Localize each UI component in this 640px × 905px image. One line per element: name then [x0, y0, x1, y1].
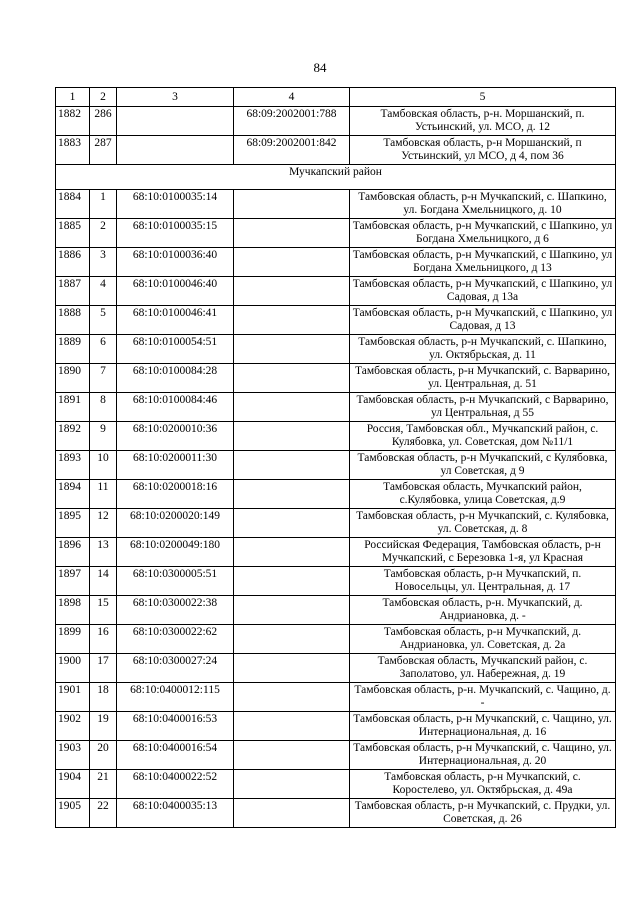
cell-cadastral-number: 68:10:0100035:14 — [117, 190, 234, 219]
cell-cadastral-number: 68:10:0200018:16 — [117, 480, 234, 509]
cell-cadastral-number-alt — [234, 712, 350, 741]
cell-address: Тамбовская область, р-н Мучкапский, с. Варварино, ул. Центральная, д. 51 — [350, 364, 616, 393]
cell-cadastral-number-alt — [234, 219, 350, 248]
cell-index: 11 — [90, 480, 117, 509]
cell-index: 286 — [90, 107, 117, 136]
cell-cadastral-number: 68:10:0300005:51 — [117, 567, 234, 596]
cell-cadastral-number-alt — [234, 335, 350, 364]
column-header-4: 4 — [234, 88, 350, 107]
table-header — [56, 88, 616, 107]
column-header-5: 5 — [350, 88, 616, 107]
table-row — [56, 770, 616, 799]
cell-index: 10 — [90, 451, 117, 480]
cell-address: Тамбовская область, Мучкапский район, с.Кулябовка, улица Советская, д.9 — [350, 480, 616, 509]
cell-cadastral-number: 68:10:0300027:24 — [117, 654, 234, 683]
cell-cadastral-number: 68:10:0400022:52 — [117, 770, 234, 799]
cell-index: 17 — [90, 654, 117, 683]
cell-cadastral-number-alt — [234, 596, 350, 625]
cell-address: Тамбовская область, р-н Мучкапский, д. Андриановка, ул. Советская, д. 2а — [350, 625, 616, 654]
cell-cadastral-number-alt — [234, 248, 350, 277]
cell-cadastral-number-alt — [234, 683, 350, 712]
cell-record-number: 1900 — [56, 654, 90, 683]
cell-cadastral-number: 68:10:0300022:62 — [117, 625, 234, 654]
cell-record-number: 1888 — [56, 306, 90, 335]
cell-cadastral-number-alt — [234, 306, 350, 335]
table-row — [56, 136, 616, 165]
cell-record-number: 1904 — [56, 770, 90, 799]
cell-cadastral-number-alt — [234, 509, 350, 538]
cell-record-number: 1897 — [56, 567, 90, 596]
table-row — [56, 567, 616, 596]
cell-cadastral-number-alt — [234, 654, 350, 683]
cell-address: Тамбовская область, р-н. Мучкапский, д. Андриановка, д. - — [350, 596, 616, 625]
cell-index: 2 — [90, 219, 117, 248]
cell-record-number: 1902 — [56, 712, 90, 741]
cell-index: 9 — [90, 422, 117, 451]
cell-address: Тамбовская область, р-н Мучкапский, с Шапкино, ул Садовая, д 13а — [350, 277, 616, 306]
cell-address: Тамбовская область, р-н Мучкапский, с. Шапкино, ул. Богдана Хмельницкого, д. 10 — [350, 190, 616, 219]
cell-address: Тамбовская область, р-н Мучкапский, с Шапкино, ул Богдана Хмельницкого, д 13 — [350, 248, 616, 277]
cell-cadastral-number — [117, 136, 234, 165]
cell-cadastral-number: 68:10:0100084:28 — [117, 364, 234, 393]
cell-index: 1 — [90, 190, 117, 219]
cell-address: Тамбовская область, р-н Мучкапский, с. Кулябовка, ул. Советская, д. 8 — [350, 509, 616, 538]
table-row — [56, 306, 616, 335]
cell-index: 3 — [90, 248, 117, 277]
cell-index: 18 — [90, 683, 117, 712]
column-header-3: 3 — [117, 88, 234, 107]
table-row — [56, 451, 616, 480]
cell-cadastral-number: 68:10:0200011:30 — [117, 451, 234, 480]
cell-address: Российская Федерация, Тамбовская область, р-н Мучкапский, с Березовка 1-я, ул Красная — [350, 538, 616, 567]
cell-cadastral-number: 68:10:0100046:40 — [117, 277, 234, 306]
table-row — [56, 509, 616, 538]
cell-record-number: 1883 — [56, 136, 90, 165]
cell-address: Тамбовская область, р-н Мучкапский, с Шапкино, ул Садовая, д 13 — [350, 306, 616, 335]
cell-record-number: 1882 — [56, 107, 90, 136]
cell-address: Тамбовская область, Мучкапский район, с. Заполатово, ул. Набережная, д. 19 — [350, 654, 616, 683]
cell-cadastral-number: 68:10:0100035:15 — [117, 219, 234, 248]
cell-record-number: 1898 — [56, 596, 90, 625]
cell-record-number: 1891 — [56, 393, 90, 422]
cell-cadastral-number-alt — [234, 480, 350, 509]
cell-cadastral-number: 68:10:0100054:51 — [117, 335, 234, 364]
cell-address: Тамбовская область, р-н. Моршанский, п. Устьинский, ул. МСО, д. 12 — [350, 107, 616, 136]
table-row — [56, 248, 616, 277]
cell-record-number: 1896 — [56, 538, 90, 567]
cell-record-number: 1893 — [56, 451, 90, 480]
cell-cadastral-number — [117, 107, 234, 136]
cell-cadastral-number-alt — [234, 422, 350, 451]
table-row — [56, 683, 616, 712]
cell-address: Россия, Тамбовская обл., Мучкапский район, с. Кулябовка, ул. Советская, дом №11/1 — [350, 422, 616, 451]
cell-record-number: 1890 — [56, 364, 90, 393]
cell-record-number: 1892 — [56, 422, 90, 451]
cell-address: Тамбовская область, р-н Мучкапский, с. Чащино, ул. Интернациональная, д. 16 — [350, 712, 616, 741]
cell-address: Тамбовская область, р-н Мучкапский, с. Шапкино, ул. Октябрьская, д. 11 — [350, 335, 616, 364]
cell-cadastral-number-alt — [234, 451, 350, 480]
cell-index: 13 — [90, 538, 117, 567]
cell-cadastral-number-alt — [234, 625, 350, 654]
cell-index: 14 — [90, 567, 117, 596]
table-row — [56, 393, 616, 422]
cell-index: 287 — [90, 136, 117, 165]
cell-cadastral-number: 68:10:0200010:36 — [117, 422, 234, 451]
cell-cadastral-number: 68:10:0300022:38 — [117, 596, 234, 625]
cell-index: 22 — [90, 799, 117, 828]
cell-index: 20 — [90, 741, 117, 770]
cell-cadastral-number-alt — [234, 799, 350, 828]
cell-cadastral-number: 68:10:0200049:180 — [117, 538, 234, 567]
table-row — [56, 335, 616, 364]
table-row — [56, 538, 616, 567]
cell-address: Тамбовская область, р-н Мучкапский, п. Новосельцы, ул. Центральная, д. 17 — [350, 567, 616, 596]
table-row — [56, 277, 616, 306]
table-row — [56, 480, 616, 509]
cell-index: 19 — [90, 712, 117, 741]
table-row — [56, 712, 616, 741]
table-row — [56, 654, 616, 683]
cell-cadastral-number-alt — [234, 277, 350, 306]
cell-address: Тамбовская область, р-н Мучкапский, с. Чащино, ул. Интернациональная, д. 20 — [350, 741, 616, 770]
cell-cadastral-number: 68:10:0400016:53 — [117, 712, 234, 741]
cell-record-number: 1905 — [56, 799, 90, 828]
cell-address: Тамбовская область, р-н Мучкапский, с Шапкино, ул Богдана Хмельницкого, д 6 — [350, 219, 616, 248]
cell-address: Тамбовская область, р-н Мучкапский, с. Прудки, ул. Советская, д. 26 — [350, 799, 616, 828]
table-row — [56, 364, 616, 393]
cell-index: 15 — [90, 596, 117, 625]
page-number: 84 — [313, 60, 327, 75]
cell-cadastral-number: 68:10:0400035:13 — [117, 799, 234, 828]
cell-cadastral-number: 68:10:0100036:40 — [117, 248, 234, 277]
cell-index: 4 — [90, 277, 117, 306]
section-row-group — [56, 165, 616, 190]
cell-cadastral-number-alt — [234, 538, 350, 567]
cell-record-number: 1895 — [56, 509, 90, 538]
table-row — [56, 190, 616, 219]
cell-record-number: 1887 — [56, 277, 90, 306]
table-row — [56, 107, 616, 136]
cell-cadastral-number-alt — [234, 567, 350, 596]
cell-cadastral-number: 68:10:0400016:54 — [117, 741, 234, 770]
table-row — [56, 741, 616, 770]
table-body-muchkapsky — [56, 190, 616, 828]
cell-address: Тамбовская область, р-н Мучкапский, с Варварино, ул Центральная, д 55 — [350, 393, 616, 422]
table-body-moršansky — [56, 107, 616, 165]
cell-cadastral-number-alt — [234, 770, 350, 799]
cell-cadastral-number-alt: 68:09:2002001:788 — [234, 107, 350, 136]
cell-cadastral-number: 68:10:0200020:149 — [117, 509, 234, 538]
cell-record-number: 1903 — [56, 741, 90, 770]
table-row — [56, 625, 616, 654]
table-row — [56, 219, 616, 248]
section-title: Мучкапский район — [56, 165, 616, 190]
cell-record-number: 1894 — [56, 480, 90, 509]
cell-record-number: 1889 — [56, 335, 90, 364]
cell-address: Тамбовская область, р-н. Мучкапский, с. Чащино, д. - — [350, 683, 616, 712]
table-row — [56, 596, 616, 625]
cell-index: 7 — [90, 364, 117, 393]
cell-cadastral-number-alt — [234, 393, 350, 422]
cell-cadastral-number: 68:10:0100084:46 — [117, 393, 234, 422]
column-header-2: 2 — [90, 88, 117, 107]
cell-index: 16 — [90, 625, 117, 654]
cell-cadastral-number-alt — [234, 190, 350, 219]
cell-index: 21 — [90, 770, 117, 799]
column-header-1: 1 — [56, 88, 90, 107]
cell-address: Тамбовская область, р-н Мучкапский, с. Коростелево, ул. Октябрьская, д. 49а — [350, 770, 616, 799]
property-register-table — [55, 87, 616, 828]
cell-cadastral-number-alt — [234, 364, 350, 393]
cell-index: 6 — [90, 335, 117, 364]
cell-address: Тамбовская область, р-н Моршанский, п Устьинский, ул МСО, д 4, пом 36 — [350, 136, 616, 165]
cell-address: Тамбовская область, р-н Мучкапский, с Кулябовка, ул Советская, д 9 — [350, 451, 616, 480]
table-row — [56, 422, 616, 451]
cell-cadastral-number-alt: 68:09:2002001:842 — [234, 136, 350, 165]
cell-record-number: 1899 — [56, 625, 90, 654]
cell-cadastral-number-alt — [234, 741, 350, 770]
cell-cadastral-number: 68:10:0100046:41 — [117, 306, 234, 335]
cell-index: 12 — [90, 509, 117, 538]
table-row — [56, 799, 616, 828]
cell-index: 8 — [90, 393, 117, 422]
cell-cadastral-number: 68:10:0400012:115 — [117, 683, 234, 712]
cell-index: 5 — [90, 306, 117, 335]
cell-record-number: 1885 — [56, 219, 90, 248]
section-row — [56, 165, 616, 190]
cell-record-number: 1901 — [56, 683, 90, 712]
cell-record-number: 1884 — [56, 190, 90, 219]
cell-record-number: 1886 — [56, 248, 90, 277]
header-row — [56, 88, 616, 107]
